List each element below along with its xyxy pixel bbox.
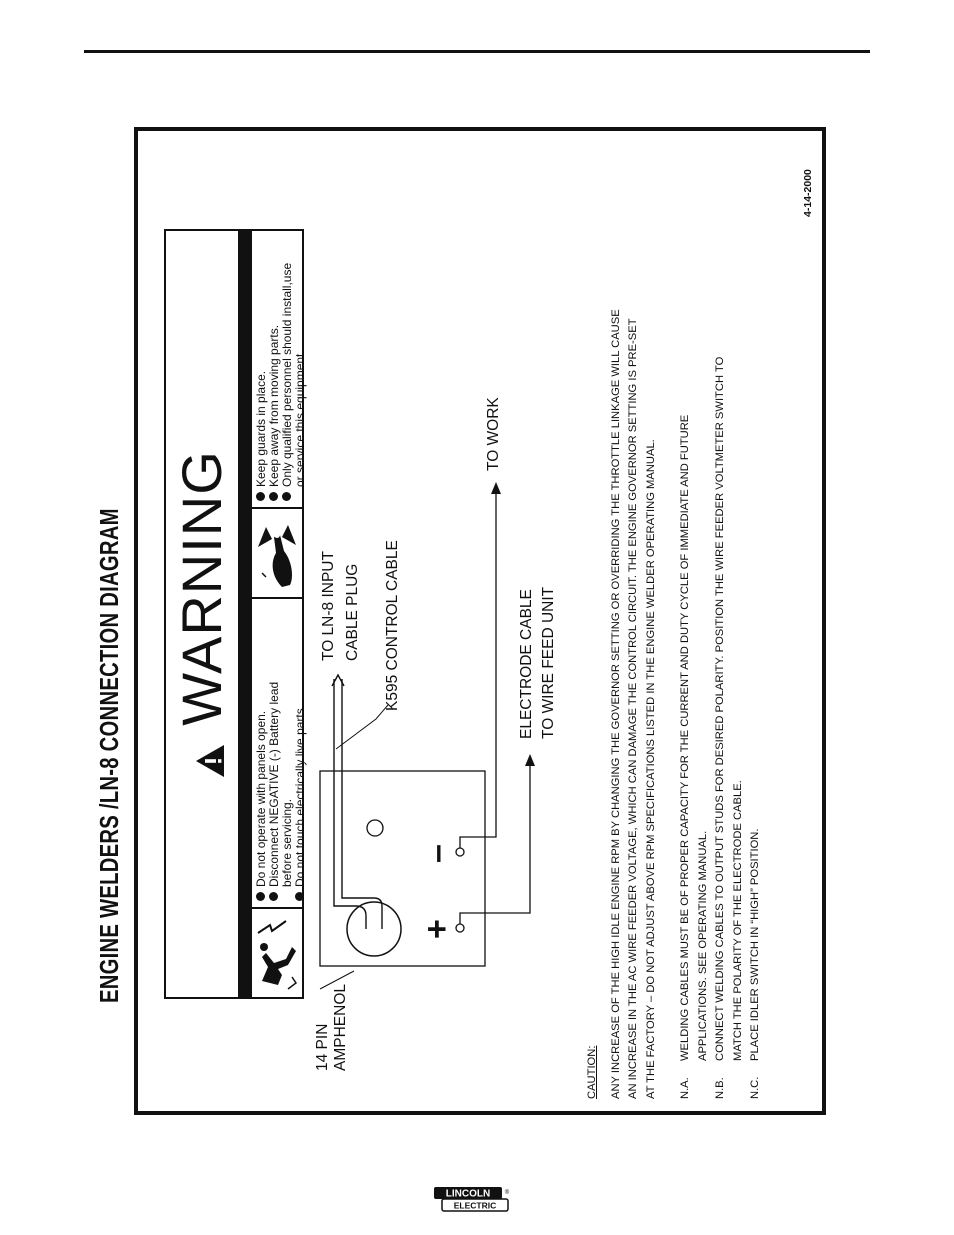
amphenol-receptacle <box>347 902 401 956</box>
amphenol-label-2: AMPHENOL <box>332 984 349 1071</box>
note-nc <box>747 199 765 1099</box>
moving-item: Only qualified personnel should install,use <box>280 262 294 487</box>
note-line: CONNECT WELDING CABLES TO OUTPUT STUDS FOR DESIRED POLARITY. POSITION THE WIRE FEEDER VOLTMETER SWITCH TO <box>714 356 726 1061</box>
revision-date: 4-14-2000 <box>802 169 814 217</box>
electrode-arrowhead <box>525 754 535 766</box>
note-label: N.C. <box>749 1076 761 1099</box>
electrode-label-1: ELECTRODE CABLE <box>518 589 535 739</box>
note-line: MATCH THE POLARITY OF THE ELECTRODE CABLE. <box>731 780 744 1061</box>
work-arrowhead <box>491 482 501 494</box>
lincoln-electric-logo <box>433 1186 511 1213</box>
svg-text:®: ® <box>504 1190 510 1196</box>
electrode-label-2: TO WIRE FEED UNIT <box>540 586 557 739</box>
caution-block <box>584 199 765 1099</box>
electric-item: Do not touch electrically live parts. <box>293 704 307 887</box>
note-line: APPLICATIONS. SEE OPERATING MANUAL. <box>696 830 709 1061</box>
positive-stud <box>456 924 464 932</box>
electric-item: Do not operate with panels open. <box>254 710 268 887</box>
caution-heading: CAUTION: <box>586 1045 598 1099</box>
caution-line: ANY INCREASE OF THE HIGH IDLE ENGINE RPM BY CHANGING THE GOVERNOR SETTING OR OVERRIDING THE THROTTLE LINKAGE WILL CAUSE <box>609 309 622 1099</box>
rotated-page-content <box>94 131 822 1111</box>
moving-item: or service this equipment. <box>293 350 307 487</box>
work-cable-line <box>460 490 496 848</box>
control-cable-label: K595 CONTROL CABLE <box>384 540 401 711</box>
panel-knob <box>367 820 383 836</box>
k595-leader <box>336 705 388 749</box>
header-rule <box>84 50 870 53</box>
svg-text:ELECTRIC: ELECTRIC <box>453 1200 497 1211</box>
caution-line: AN INCREASE IN THE AC WIRE FEEDER VOLTAGE, WHICH CAN DAMAGE THE CONTROL CIRCUIT. THE ENGINE GOVERNOR SETTING IS PRE-SET <box>627 318 639 1099</box>
svg-text:LINCOLN: LINCOLN <box>445 1188 491 1200</box>
negative-symbol: – <box>418 844 456 863</box>
electric-item: before servicing. <box>280 798 294 887</box>
control-cable-line-a <box>334 679 366 929</box>
work-label: TO WORK <box>485 397 502 471</box>
note-line: WELDING CABLES MUST BE OF PROPER CAPACITY FOR THE CURRENT AND DUTY CYCLE OF IMMEDIATE AND FUTURE <box>679 414 691 1061</box>
electrode-cable-line <box>460 762 530 924</box>
warning-heading: WARNING <box>170 450 233 726</box>
control-cable-line-b <box>342 679 382 929</box>
moving-item: Keep away from moving parts. <box>267 324 281 487</box>
electric-item: Disconnect NEGATIVE (-) Battery lead <box>267 681 281 887</box>
note-line: PLACE IDLER SWITCH IN “HIGH” POSITION. <box>749 828 761 1061</box>
welder-output-panel <box>320 771 485 966</box>
note-na <box>677 199 712 1099</box>
note-label: N.B. <box>714 1077 726 1099</box>
caution-line: AT THE FACTORY – DO NOT ADJUST ABOVE RPM SPECIFICATIONS LISTED IN THE ENGINE WELDER OPERATING MANUAL. <box>644 439 657 1099</box>
moving-item: Keep guards in place. <box>254 370 268 487</box>
positive-symbol: + <box>418 919 456 939</box>
note-label: N.A. <box>679 1077 691 1099</box>
negative-stud <box>456 848 464 856</box>
page-title: ENGINE WELDERS /LN-8 CONNECTION DIAGRAM <box>94 508 124 1003</box>
ln8-label-2: CABLE PLUG <box>344 563 361 661</box>
ln8-label-1: TO LN-8 INPUT <box>320 551 337 661</box>
note-nb <box>712 199 747 1099</box>
amphenol-label-1: 14 PIN <box>314 1023 331 1071</box>
